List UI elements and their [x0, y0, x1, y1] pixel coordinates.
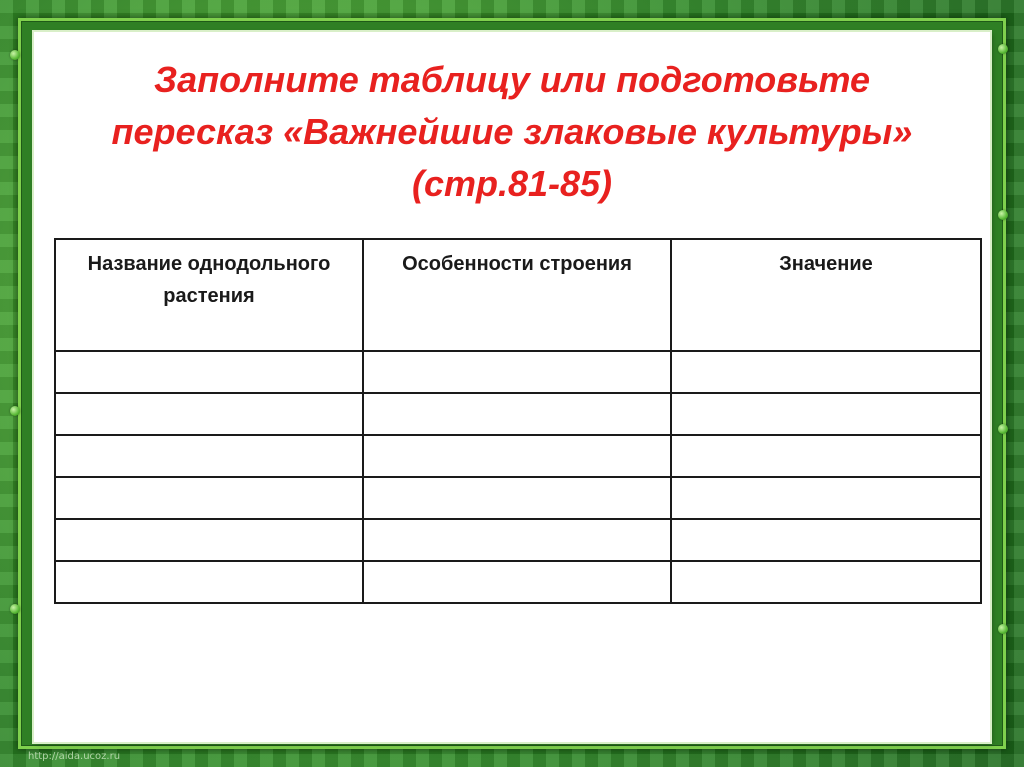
- table-cell[interactable]: [55, 351, 363, 393]
- dewdrop-icon: [998, 624, 1008, 634]
- table-header-row: [55, 239, 981, 351]
- table-row: [55, 393, 981, 435]
- slide-title-line-3: (стр.81-85): [411, 163, 613, 204]
- table-cell[interactable]: [363, 519, 671, 561]
- table-row: [55, 435, 981, 477]
- source-watermark: http://aida.ucoz.ru: [28, 751, 121, 762]
- table-cell[interactable]: [671, 519, 981, 561]
- crops-table: [54, 238, 982, 604]
- header-plant-name: Название однодольного растения: [55, 239, 363, 351]
- header-structure-features: Особенности строения: [363, 239, 671, 351]
- table-row: [55, 561, 981, 603]
- table-cell[interactable]: [55, 477, 363, 519]
- table-cell[interactable]: [55, 393, 363, 435]
- slide-title-line-2: пересказ «Важнейшие злаковые культуры»: [111, 111, 913, 152]
- dewdrop-icon: [998, 44, 1008, 54]
- table-cell[interactable]: [671, 351, 981, 393]
- table-row: [55, 477, 981, 519]
- dewdrop-icon: [10, 406, 20, 416]
- table-cell[interactable]: [363, 435, 671, 477]
- dewdrop-icon: [998, 210, 1008, 220]
- table-cell[interactable]: [363, 393, 671, 435]
- table-row: [55, 519, 981, 561]
- header-significance: Значение: [671, 239, 981, 351]
- table-cell[interactable]: [363, 351, 671, 393]
- slide-title-line-1: Заполните таблицу или подготовьте: [153, 59, 871, 100]
- table-cell[interactable]: [363, 477, 671, 519]
- table-cell[interactable]: [671, 393, 981, 435]
- dewdrop-icon: [10, 50, 20, 60]
- table-cell[interactable]: [55, 561, 363, 603]
- table-cell[interactable]: [55, 435, 363, 477]
- table-row: [55, 351, 981, 393]
- slide-title: [34, 54, 990, 210]
- table-cell[interactable]: [55, 519, 363, 561]
- table-cell[interactable]: [671, 435, 981, 477]
- dewdrop-icon: [10, 604, 20, 614]
- table-cell[interactable]: [671, 477, 981, 519]
- dewdrop-icon: [998, 424, 1008, 434]
- table-cell[interactable]: [363, 561, 671, 603]
- table-cell[interactable]: [671, 561, 981, 603]
